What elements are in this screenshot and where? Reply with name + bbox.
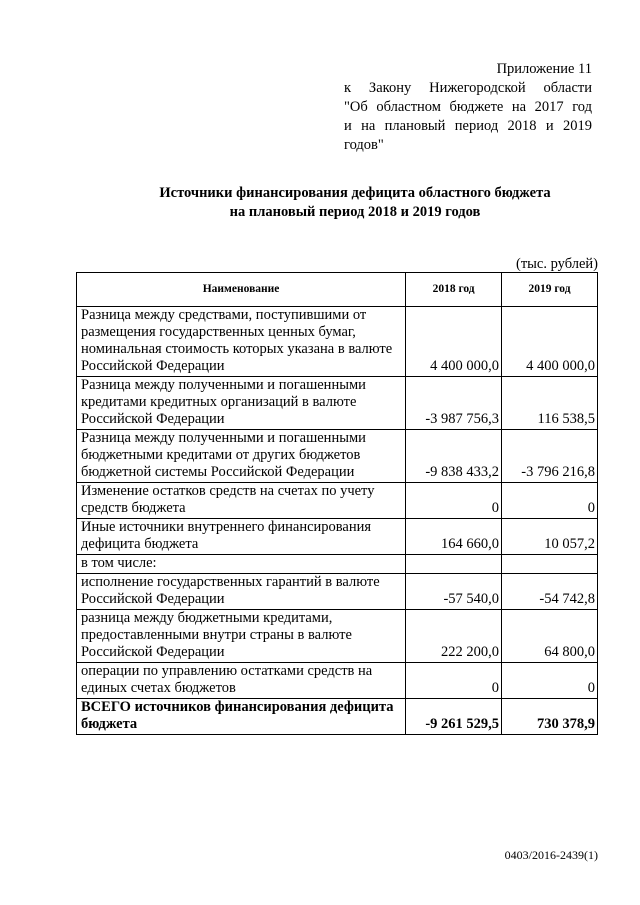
appendix-title: Приложение 11	[496, 61, 592, 77]
table-row	[77, 483, 598, 519]
row-value-2019	[502, 555, 598, 574]
row-value-2018: 0	[406, 663, 502, 699]
row-value-2018: 222 200,0	[406, 610, 502, 663]
total-value-2018: -9 261 529,5	[406, 699, 502, 735]
table-row	[77, 574, 598, 610]
row-name: исполнение государственных гарантий в валюте Российской Федерации	[77, 574, 406, 610]
row-name: разница между бюджетными кредитами, предоставленными внутри страны в валюте Российской Федерации	[77, 610, 406, 663]
table-row	[77, 663, 598, 699]
row-value-2018: 164 660,0	[406, 519, 502, 555]
appendix-line: годов"	[344, 137, 384, 153]
row-value-2018: -9 838 433,2	[406, 430, 502, 483]
table-row	[77, 430, 598, 483]
total-row	[77, 699, 598, 735]
row-name: Изменение остатков средств на счетах по учету средств бюджета	[77, 483, 406, 519]
table-row	[77, 519, 598, 555]
row-value-2019: -54 742,8	[502, 574, 598, 610]
row-value-2019: 0	[502, 663, 598, 699]
total-name: ВСЕГО источников финансирования дефицита бюджета	[77, 699, 406, 735]
header-2018: 2018 год	[406, 273, 502, 307]
units-label: (тыс. рублей)	[516, 256, 598, 272]
row-value-2018: -57 540,0	[406, 574, 502, 610]
appendix-line: к Закону Нижегородской области	[344, 80, 592, 96]
row-name: Разница между полученными и погашенными кредитами кредитных организаций в валюте Российской Федерации	[77, 377, 406, 430]
table-row	[77, 377, 598, 430]
appendix-block	[344, 60, 592, 155]
row-name: Иные источники внутреннего финансирования дефицита бюджета	[77, 519, 406, 555]
row-value-2019: 0	[502, 483, 598, 519]
row-name: Разница между средствами, поступившими от размещения государственных ценных бумаг, номинальная стоимость которых указана в валюте Российской Федерации	[77, 307, 406, 377]
document-code: 0403/2016-2439(1)	[504, 848, 598, 862]
appendix-line: и на плановый период 2018 и 2019	[344, 118, 592, 134]
row-value-2019: 116 538,5	[502, 377, 598, 430]
row-value-2019: 4 400 000,0	[502, 307, 598, 377]
table-row	[77, 555, 598, 574]
row-value-2018: 0	[406, 483, 502, 519]
header-2019: 2019 год	[502, 273, 598, 307]
total-value-2019: 730 378,9	[502, 699, 598, 735]
row-name: в том числе:	[77, 555, 406, 574]
table-row	[77, 610, 598, 663]
document-title-line1: Источники финансирования дефицита областного бюджета	[159, 185, 551, 201]
header-name: Наименование	[77, 273, 406, 307]
row-value-2018: 4 400 000,0	[406, 307, 502, 377]
table-row	[77, 307, 598, 377]
document-title	[60, 184, 640, 222]
row-value-2018	[406, 555, 502, 574]
row-value-2019: -3 796 216,8	[502, 430, 598, 483]
financing-sources-table	[76, 272, 598, 735]
document-title-line2: на плановый период 2018 и 2019 годов	[229, 204, 481, 220]
table-header-row	[77, 273, 598, 307]
appendix-line: "Об областном бюджете на 2017 год	[344, 99, 592, 115]
row-value-2018: -3 987 756,3	[406, 377, 502, 430]
row-name: операции по управлению остатками средств на единых счетах бюджетов	[77, 663, 406, 699]
row-value-2019: 64 800,0	[502, 610, 598, 663]
row-value-2019: 10 057,2	[502, 519, 598, 555]
row-name: Разница между полученными и погашенными бюджетными кредитами от других бюджетов бюджетной системы Российской Федерации	[77, 430, 406, 483]
